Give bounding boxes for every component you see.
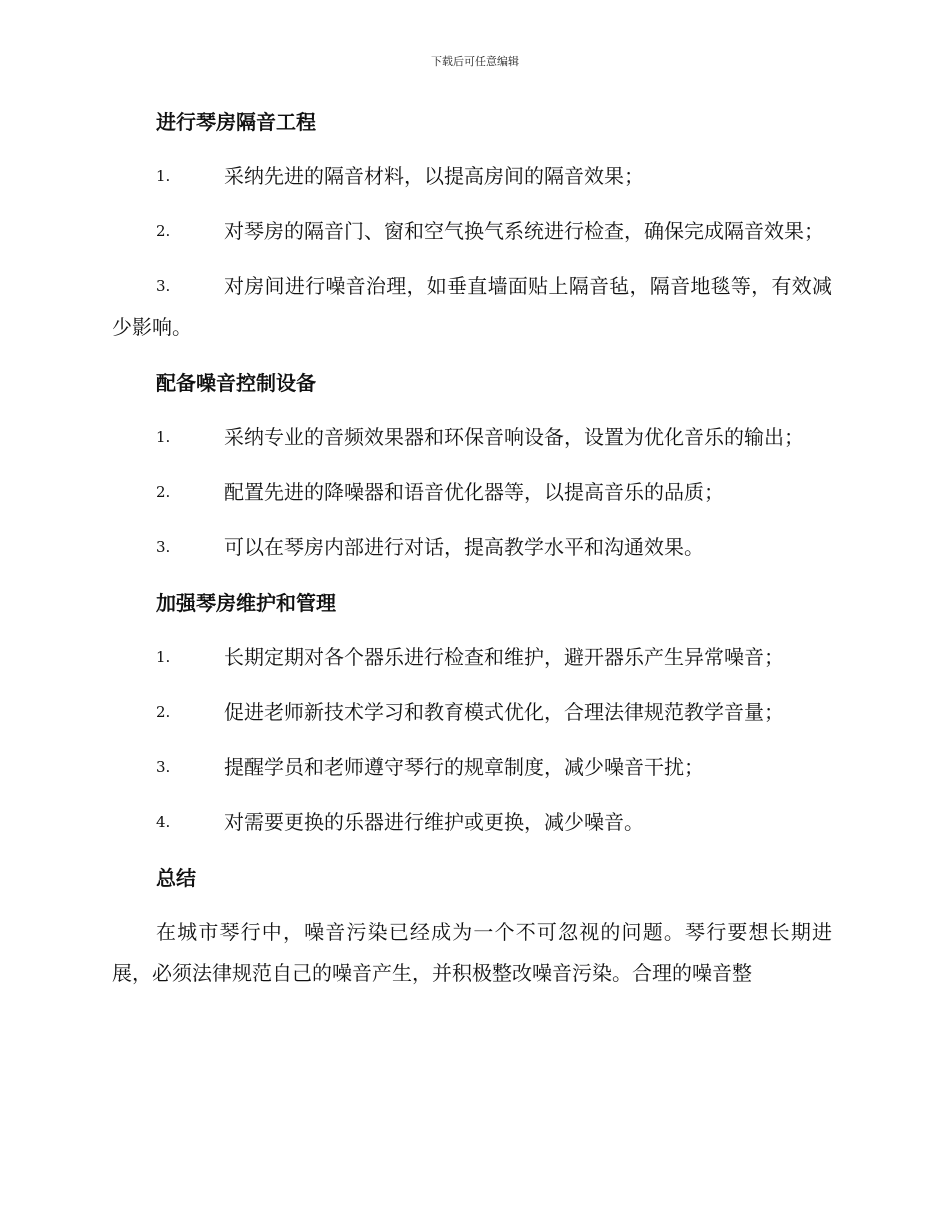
list-item-number: 1. xyxy=(156,167,171,185)
list-item-text: 对需要更换的乐器进行维护或更换，减少噪音。 xyxy=(224,810,644,834)
list-item-number: 2. xyxy=(156,483,171,501)
summary-paragraph: 在城市琴行中，噪音污染已经成为一个不可忽视的问题。琴行要想长期进展，必须法律规范自己的噪音产生，并积极整改噪音污染。合理的噪音整 xyxy=(112,920,832,985)
list-item xyxy=(112,527,832,568)
list-item xyxy=(112,472,832,513)
list-item xyxy=(112,692,832,733)
list-item-text: 提醒学员和老师遵守琴行的规章制度，减少噪音干扰； xyxy=(224,755,704,779)
list-item-number: 2. xyxy=(156,703,171,721)
list-item-number: 3. xyxy=(156,538,171,556)
list-item xyxy=(112,266,832,348)
list-item xyxy=(112,802,832,843)
list-item xyxy=(112,156,832,197)
list-item-number: 1. xyxy=(156,648,171,666)
list-item-number: 2. xyxy=(156,222,171,240)
list-item xyxy=(112,747,832,788)
list-item-text: 采纳先进的隔音材料，以提高房间的隔音效果； xyxy=(224,164,644,188)
list-item xyxy=(112,637,832,678)
section-heading-noise-control-equipment: 配备噪音控制设备 xyxy=(156,371,316,395)
page-header-note: 下载后可任意编辑 xyxy=(431,55,519,68)
section-heading-summary: 总结 xyxy=(156,866,196,890)
list-item-number: 3. xyxy=(156,758,171,776)
list-item xyxy=(112,211,832,252)
list-item xyxy=(112,417,832,458)
list-item-number: 3. xyxy=(156,277,171,295)
list-item-number: 4. xyxy=(156,813,171,831)
list-item-number: 1. xyxy=(156,428,171,446)
list-item-text: 长期定期对各个器乐进行检查和维护，避开器乐产生异常噪音； xyxy=(224,645,784,669)
list-item-text: 对房间进行噪音治理，如垂直墙面贴上隔音毡，隔音地毯等，有效减少影响。 xyxy=(112,274,832,339)
list-item-text: 对琴房的隔音门、窗和空气换气系统进行检查，确保完成隔音效果； xyxy=(224,219,824,243)
list-item-text: 促进老师新技术学习和教育模式优化，合理法律规范教学音量； xyxy=(224,700,784,724)
section-heading-maintenance-management: 加强琴房维护和管理 xyxy=(156,591,336,615)
list-item-text: 采纳专业的音频效果器和环保音响设备，设置为优化音乐的输出； xyxy=(224,425,804,449)
list-item-text: 可以在琴房内部进行对话，提高教学水平和沟通效果。 xyxy=(224,535,704,559)
document-body xyxy=(112,108,832,994)
list-item-text: 配置先进的降噪器和语音优化器等，以提高音乐的品质； xyxy=(224,480,724,504)
section-heading-soundproofing: 进行琴房隔音工程 xyxy=(156,110,316,134)
